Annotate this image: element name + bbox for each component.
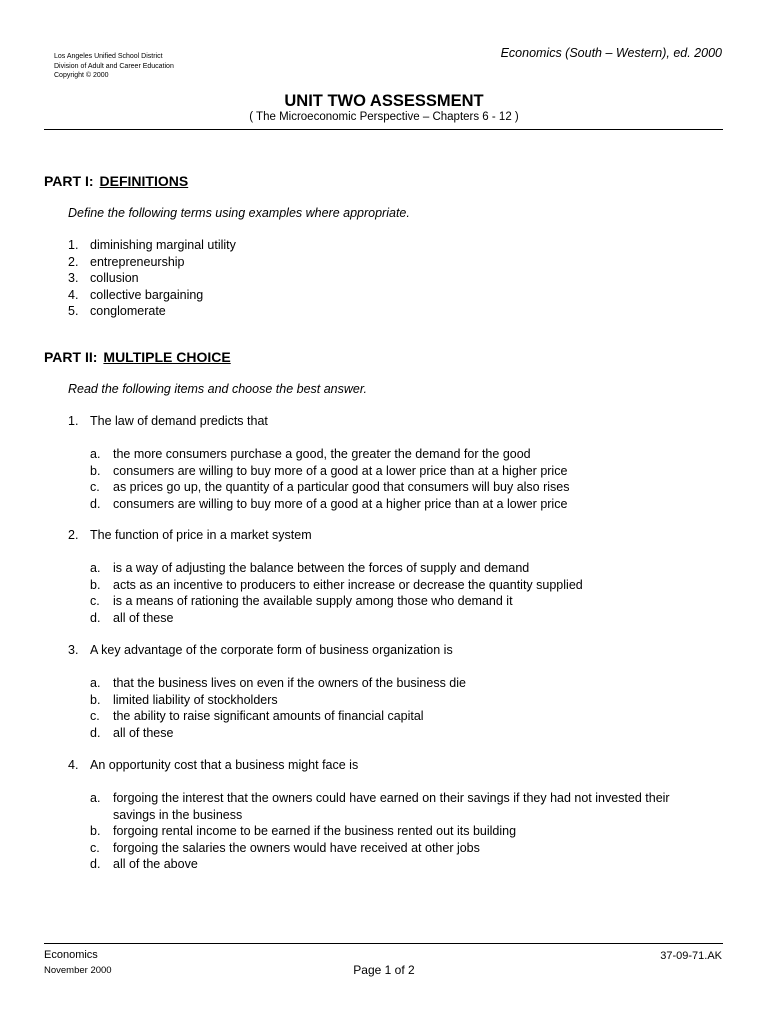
part2-label: PART II: <box>44 349 98 365</box>
footer-divider <box>44 943 723 944</box>
answer-option: d. consumers are willing to buy more of a good at a higher price than at a lower price <box>90 496 568 511</box>
answer-option: a. is a way of adjusting the balance between the forces of supply and demand <box>90 561 530 575</box>
question-2-options <box>90 560 720 626</box>
answer-option: c. as prices go up, the quantity of a particular good that consumers will buy also rises <box>90 480 570 494</box>
answer-option: b. limited liability of stockholders <box>90 692 278 707</box>
page-title: UNIT TWO ASSESSMENT <box>284 92 484 110</box>
page-subtitle: ( The Microeconomic Perspective – Chapters 6 - 12 ) <box>249 111 519 123</box>
document-code: 37-09-71.AK <box>660 950 722 962</box>
answer-option: b. consumers are willing to buy more of a good at a lower price than at a higher price <box>90 463 568 478</box>
answer-option: c. the ability to raise significant amounts of financial capital <box>90 709 424 723</box>
organization-block <box>54 52 174 81</box>
part1-name: DEFINITIONS <box>99 173 189 189</box>
answer-option: a. the more consumers purchase a good, the greater the demand for the good <box>90 447 531 461</box>
list-item: 3. collusion <box>68 271 139 286</box>
org-line-district: Los Angeles Unified School District <box>54 53 163 60</box>
part1-heading <box>44 173 188 189</box>
footer-course: Economics <box>44 949 98 961</box>
answer-option: d. all of these <box>90 610 174 625</box>
answer-option: b. acts as an incentive to producers to either increase or decrease the quantity supplied <box>90 577 583 592</box>
page-number: Page 1 of 2 <box>353 963 415 977</box>
answer-option: d. all of the above <box>90 857 198 871</box>
footer-date: November 2000 <box>44 965 112 976</box>
definition-list <box>68 237 236 320</box>
answer-option: d. all of these <box>90 725 174 740</box>
answer-option: c. is a means of rationing the available supply among those who demand it <box>90 594 513 608</box>
list-item: 4. collective bargaining <box>68 287 204 302</box>
question-4: 4. An opportunity cost that a business might face is <box>68 758 359 772</box>
header-divider <box>44 129 723 130</box>
question-2: 2. The function of price in a market system <box>68 528 312 542</box>
answer-option: a. forgoing the interest that the owners could have earned on their savings if they had not invested their savings in the business <box>90 791 670 822</box>
part2-name: MULTIPLE CHOICE <box>103 349 231 365</box>
part2-heading <box>44 349 231 365</box>
list-item: 5. conglomerate <box>68 304 166 319</box>
answer-option: b. forgoing rental income to be earned if the business rented out its building <box>90 824 517 838</box>
question-3-options <box>90 675 720 741</box>
answer-option: c. forgoing the salaries the owners would have received at other jobs <box>90 840 480 855</box>
textbook-reference: Economics (South – Western), ed. 2000 <box>500 46 722 60</box>
org-line-copyright: Copyright © 2000 <box>54 72 109 79</box>
part1-instruction: Define the following terms using examples where appropriate. <box>68 206 410 220</box>
question-3: 3. A key advantage of the corporate form of business organization is <box>68 643 453 657</box>
answer-option: a. that the business lives on even if the owners of the business die <box>90 676 466 690</box>
list-item: 2. entrepreneurship <box>68 254 185 269</box>
list-item: 1. diminishing marginal utility <box>68 238 236 252</box>
part1-label: PART I: <box>44 173 94 189</box>
question-1: 1. The law of demand predicts that <box>68 414 268 428</box>
part2-instruction: Read the following items and choose the best answer. <box>68 382 368 396</box>
question-1-options <box>90 446 720 512</box>
question-4-options <box>90 790 710 873</box>
org-line-division: Division of Adult and Career Education <box>54 62 174 70</box>
